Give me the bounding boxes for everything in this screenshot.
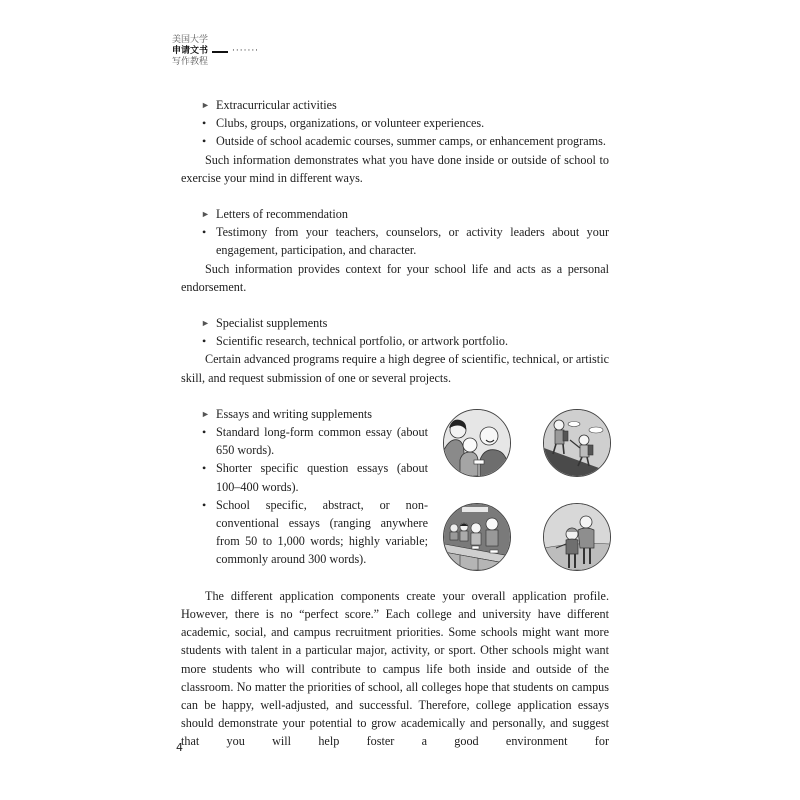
section-paragraph: Such information provides context for your school life and acts as a personal endorsement. <box>181 261 609 294</box>
bullet-item: • Outside of school academic courses, summer camps, or enhancement programs. <box>181 132 609 150</box>
mentor-icon <box>544 504 610 570</box>
classroom-icon <box>444 504 510 570</box>
header-dash <box>212 51 228 53</box>
triangle-marker-icon: ► <box>201 408 210 419</box>
section-specialist <box>181 314 609 387</box>
header-line-2 <box>172 46 259 57</box>
bullet-icon: • <box>202 461 207 476</box>
bullet-icon: • <box>202 116 207 131</box>
section-heading: ► Specialist supplements <box>181 314 609 332</box>
header-dots: ······· <box>232 46 260 56</box>
header-title: 申请文书 <box>172 46 209 56</box>
section-paragraph: Certain advanced programs require a high degree of scientific, technical, or artistic skill, and request submission of one or several projects. <box>181 352 609 385</box>
section-heading: ► Essays and writing supplements <box>181 405 428 423</box>
triangle-marker-icon: ► <box>201 318 210 329</box>
section-recommendation <box>181 205 609 296</box>
header-line-1: 美国大学 <box>172 35 209 45</box>
section-heading: ► Extracurricular activities <box>181 96 609 114</box>
classroom-illustration <box>443 503 511 571</box>
bullet-icon: • <box>202 225 207 240</box>
bullet-icon: • <box>202 425 207 440</box>
section-extracurricular <box>181 96 609 187</box>
section-essays <box>181 405 609 573</box>
section-heading: ► Letters of recommendation <box>181 205 609 223</box>
mentor-illustration <box>543 503 611 571</box>
hikers-icon <box>544 410 610 476</box>
header-line-3: 写作教程 <box>172 57 209 67</box>
bullet-item: • Scientific research, technical portfolio, or artwork portfolio. <box>181 332 609 350</box>
bullet-item: • School specific, abstract, or non-conventional essays (ranging anywhere from 50 to 1,000 words; highly variable; commonly around 300 words). <box>202 497 428 567</box>
section-paragraph: Such information demonstrates what you have done inside or outside of school to exercise your mind in different ways. <box>181 152 609 185</box>
page-number: 4 <box>176 741 183 754</box>
closing-paragraph: The different application components create your overall application profile. However, there is no “perfect score.” Each college and university have different academic, social, and campus recruitment priorities. Some schools might want more students with talent in a particular major, activity, or sport. Other schools might want more students who will contribute to campus life both inside and outside of the classroom. No matter the priorities of school, all colleges hope that students on campus can be happy, well-adjusted, and successful. Therefore, college application essays should demonstrate your potential to grow academically and personally, and suggest that you will help foster a good environment for <box>181 588 609 749</box>
bullet-icon: • <box>202 334 207 349</box>
family-illustration <box>443 409 511 477</box>
essay-list <box>181 405 428 569</box>
bullet-item: • Clubs, groups, organizations, or volunteer experiences. <box>181 114 609 132</box>
bullet-item: • Shorter specific question essays (about 100–400 words). <box>202 461 428 494</box>
bullet-icon: • <box>202 134 207 149</box>
running-header <box>172 35 259 68</box>
bullet-item: • Testimony from your teachers, counselors, or activity leaders about your engagement, participation, and character. <box>202 225 609 258</box>
page-body <box>181 96 609 751</box>
bullet-icon: • <box>202 497 207 512</box>
hiking-illustration <box>543 409 611 477</box>
triangle-marker-icon: ► <box>201 209 210 220</box>
family-icon <box>444 410 510 476</box>
triangle-marker-icon: ► <box>201 100 210 110</box>
bullet-item: • Standard long-form common essay (about 650 words). <box>202 425 428 458</box>
